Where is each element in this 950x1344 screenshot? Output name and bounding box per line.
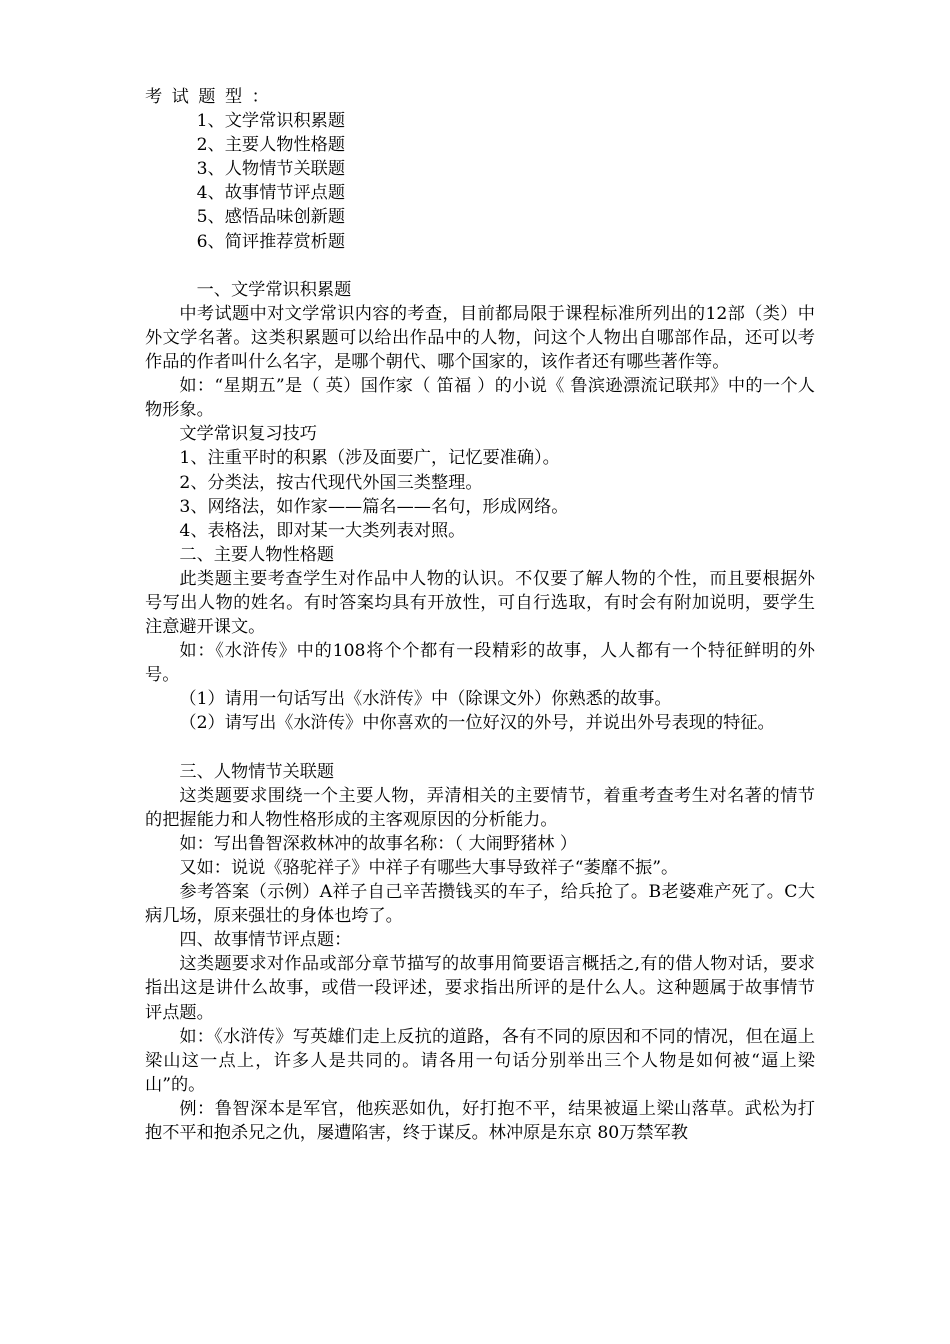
section-3-example-2: 又如：说说《骆驼祥子》中祥子有哪些大事导致祥子“萎靡不振”。 <box>179 858 679 878</box>
tip-item: 3、网络法，如作家——篇名——名句，形成网络。 <box>179 496 569 517</box>
section-4-paragraph: 这类题要求对作品或部分章节描写的故事用简要语言概括之,有的借人物对话，要求指出这是讲什么故事，或借一段评述，要求指出所评的是什么人。这种题属于故事情节评点题。 <box>145 954 815 1023</box>
tips-title: 文学常识复习技巧 <box>179 424 317 445</box>
section-2-title: 二、主要人物性格题 <box>179 544 335 565</box>
tip-item: 1、注重平时的积累（涉及面要广，记忆要准确）。 <box>179 448 560 469</box>
section-2-paragraph: 此类题主要考查学生对作品中人物的认识。不仅要了解人物的个性，而且要根据外号写出人物的姓名。有时答案均具有开放性，可自行选取，有时会有附加说明，要学生注意避开课文。 <box>145 568 815 638</box>
spacer <box>145 254 815 278</box>
tip-item: 4、表格法，即对某一大类列表对照。 <box>179 520 466 541</box>
type-item: 4、故事情节评点题 <box>196 183 346 204</box>
section-1-example: 如：“星期五”是（ 英）国作家（ 笛福 ）的小说《 鲁滨逊漂流记联邦》中的一个人物形象。 <box>145 376 815 421</box>
type-item: 3、人物情节关联题 <box>196 159 346 180</box>
section-4-example: 如：《水浒传》写英雄们走上反抗的道路，各有不同的原因和不同的情况，但在逼上梁山这一点上，许多人是共同的。请各用一句话分别举出三个人物是如何被“逼上梁山”的。 <box>145 1026 815 1095</box>
section-4-answer: 例：鲁智深本是军官，他疾恶如仇，好打抱不平，结果被逼上梁山落草。武松为打抱不平和抱杀兄之仇，屡遭陷害，终于谋反。林冲原是东京 80万禁军教 <box>145 1098 815 1144</box>
section-2-example: 如：《水浒传》中的108将个个都有一段精彩的故事，人人都有一个特征鲜明的外号。 <box>145 641 815 686</box>
section-2-question-2: （2）请写出《水浒传》中你喜欢的一位好汉的外号，并说出外号表现的特征。 <box>179 713 775 734</box>
section-3-paragraph: 这类题要求围绕一个主要人物，弄清相关的主要情节，着重考查考生对名著的情节的把握能力和人物性格形成的主客观原因的分析能力。 <box>145 785 815 830</box>
section-3-title: 三、人物情节关联题 <box>179 761 335 782</box>
section-3-example: 如：写出鲁智深救林冲的故事名称：（ 大闹野猪林 ） <box>179 833 578 854</box>
type-item: 5、感悟品味创新题 <box>196 207 346 228</box>
type-item: 1、文学常识积累题 <box>196 111 346 132</box>
spacer <box>145 736 815 760</box>
tip-item: 2、分类法，按古代现代外国三类整理。 <box>179 472 483 493</box>
section-1-paragraph: 中考试题中对文学常识内容的考查，目前都局限于课程标准所列出的12部（类）中外文学名著。这类积累题可以给出作品中的人物，问这个人物出自哪部作品，还可以考作品的作者叫什么名字，是哪个朝代、哪个国家的，该作者还有哪些著作等。 <box>145 303 815 373</box>
section-4-title: 四、故事情节评点题： <box>179 930 352 951</box>
type-item: 6、简评推荐赏析题 <box>196 231 346 252</box>
section-3-answer: 参考答案（示例）A祥子自己辛苦攒钱买的车子，给兵抢了。B老婆难产死了。C大病几场，原来强壮的身体也垮了。 <box>145 882 815 927</box>
section-2-question-1: （1）请用一句话写出《水浒传》中（除课文外）你熟悉的故事。 <box>179 689 672 710</box>
section-1-title: 一、文学常识积累题 <box>196 279 352 300</box>
exam-types-heading: 考试题型： <box>145 87 279 107</box>
type-item: 2、主要人物性格题 <box>196 135 346 156</box>
